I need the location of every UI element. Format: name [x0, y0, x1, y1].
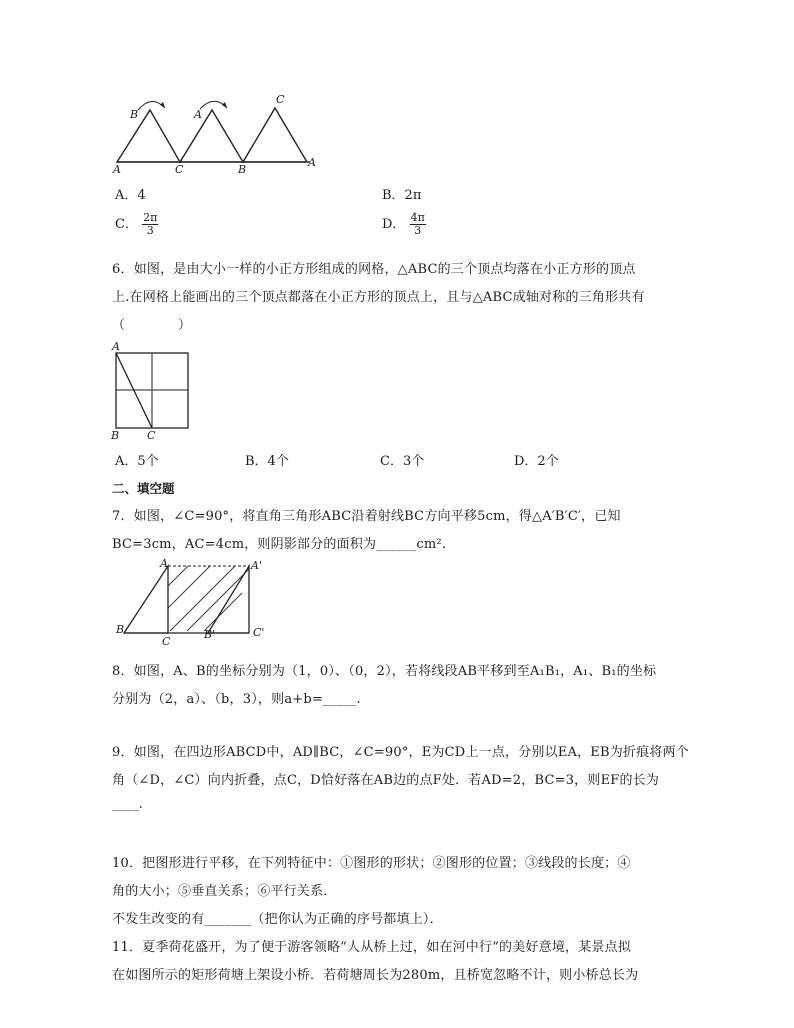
q7-line-2: BC=3cm，AC=4cm，则阴影部分的面积为______cm². — [112, 537, 447, 552]
q9-line-1: 9．如图，在四边形ABCD中，AD∥BC，∠C=90°，E为CD上一点，分别以EA，EB为折痕将两个 — [112, 745, 689, 760]
q11-line-1: 11．夏季荷花盛开，为了便于游客领略“人从桥上过，如在河中行”的美好意境，某景点拟 — [112, 940, 632, 955]
fig-label: A — [160, 557, 168, 570]
fraction — [410, 212, 426, 237]
numerator: 4π — [410, 211, 425, 224]
fig-label: A — [112, 340, 120, 353]
triangle-3 — [243, 108, 307, 162]
q10-line-1: 10．把图形进行平移，在下列特征中：①图形的形状；②图形的位置；③线段的长度；④ — [112, 856, 631, 871]
shaded-region — [168, 566, 249, 633]
q7-line-1: 7．如图，∠C=90°，将直角三角形ABC沿着射线BC方向平移5cm，得△A′B′C′，已知 — [112, 509, 621, 524]
q9-line-2: 角（∠D，∠C）向内折叠，点C，D恰好落在AB边的点F处．若AD=2，BC=3，则EF的长为 — [112, 773, 660, 788]
q11-line-2: 在如图所示的矩形荷塘上架设小桥．若荷塘周长为280m，且桥宽忽略不计，则小桥总长为 — [112, 968, 639, 983]
q6-option-d: D．2个 — [514, 454, 559, 469]
q5-option-b: B．2π — [382, 188, 422, 203]
fig-label: C — [147, 429, 156, 442]
q7-figure — [112, 557, 272, 648]
q8-line-1: 8．如图，A、B的坐标分别为（1，0）、（0，2），若将线段AB平移到至A₁B₁，A₁、B₁的坐标 — [112, 664, 657, 679]
q10-line-2: 角的大小；⑤垂直关系；⑥平行关系． — [112, 884, 337, 899]
denominator: 3 — [146, 224, 154, 237]
fig-label: A — [194, 108, 202, 121]
hatching — [168, 566, 249, 631]
fig-label: B — [116, 623, 125, 636]
fig-label: C' — [253, 626, 265, 639]
fig-label: B — [130, 108, 139, 121]
q9-line-3: ____. — [112, 797, 144, 812]
q6-line-2: 上.在网格上能画出的三个顶点都落在小正方形的顶点上，且与△ABC成轴对称的三角形共有 — [112, 290, 645, 305]
arrow-head-2 — [222, 102, 227, 108]
fig-label: C — [276, 93, 285, 106]
q6-option-b: B．4个 — [245, 454, 289, 469]
fraction — [142, 212, 158, 237]
triangle-a1b1c1 — [208, 566, 249, 633]
q6-line-1: 6．如图，是由大小一样的小正方形组成的网格，△ABC的三个顶点均落在小正方形的顶点 — [112, 262, 636, 277]
option-prefix: C． — [115, 217, 138, 232]
q6-grid-figure — [108, 338, 198, 443]
fig-label: A' — [251, 559, 262, 572]
q5-option-c — [115, 212, 158, 237]
denominator: 3 — [414, 224, 422, 237]
numerator: 2π — [143, 211, 158, 224]
triangle-abc — [124, 566, 168, 633]
fig-label: C — [162, 635, 171, 648]
option-prefix: D． — [382, 217, 406, 232]
q8-line-2: 分别为（2，a）、（b，3），则a+b=_____. — [112, 692, 361, 707]
triangle-1 — [117, 110, 180, 162]
fig-label: B' — [204, 628, 216, 641]
q5-option-a: A．4 — [115, 188, 146, 203]
q6-option-c: C．3个 — [380, 454, 425, 469]
arrow-head-1 — [160, 102, 165, 108]
q6-option-a: A．5个 — [115, 454, 159, 469]
section-heading: 二、填空题 — [112, 481, 175, 496]
fig-label: A — [113, 163, 121, 176]
q5-figure — [110, 92, 325, 177]
fig-label: C — [175, 163, 184, 176]
rotation-arrow-1 — [138, 101, 165, 110]
fig-label: B — [111, 429, 120, 442]
q5-option-d — [382, 212, 426, 237]
q6-line-3: （ ） — [112, 318, 192, 333]
q10-line-3: 不发生改变的有_______（把你认为正确的序号都填上）． — [112, 912, 443, 927]
fig-label: B — [238, 163, 247, 176]
fig-label: A — [308, 156, 316, 169]
triangle-2 — [180, 110, 243, 162]
